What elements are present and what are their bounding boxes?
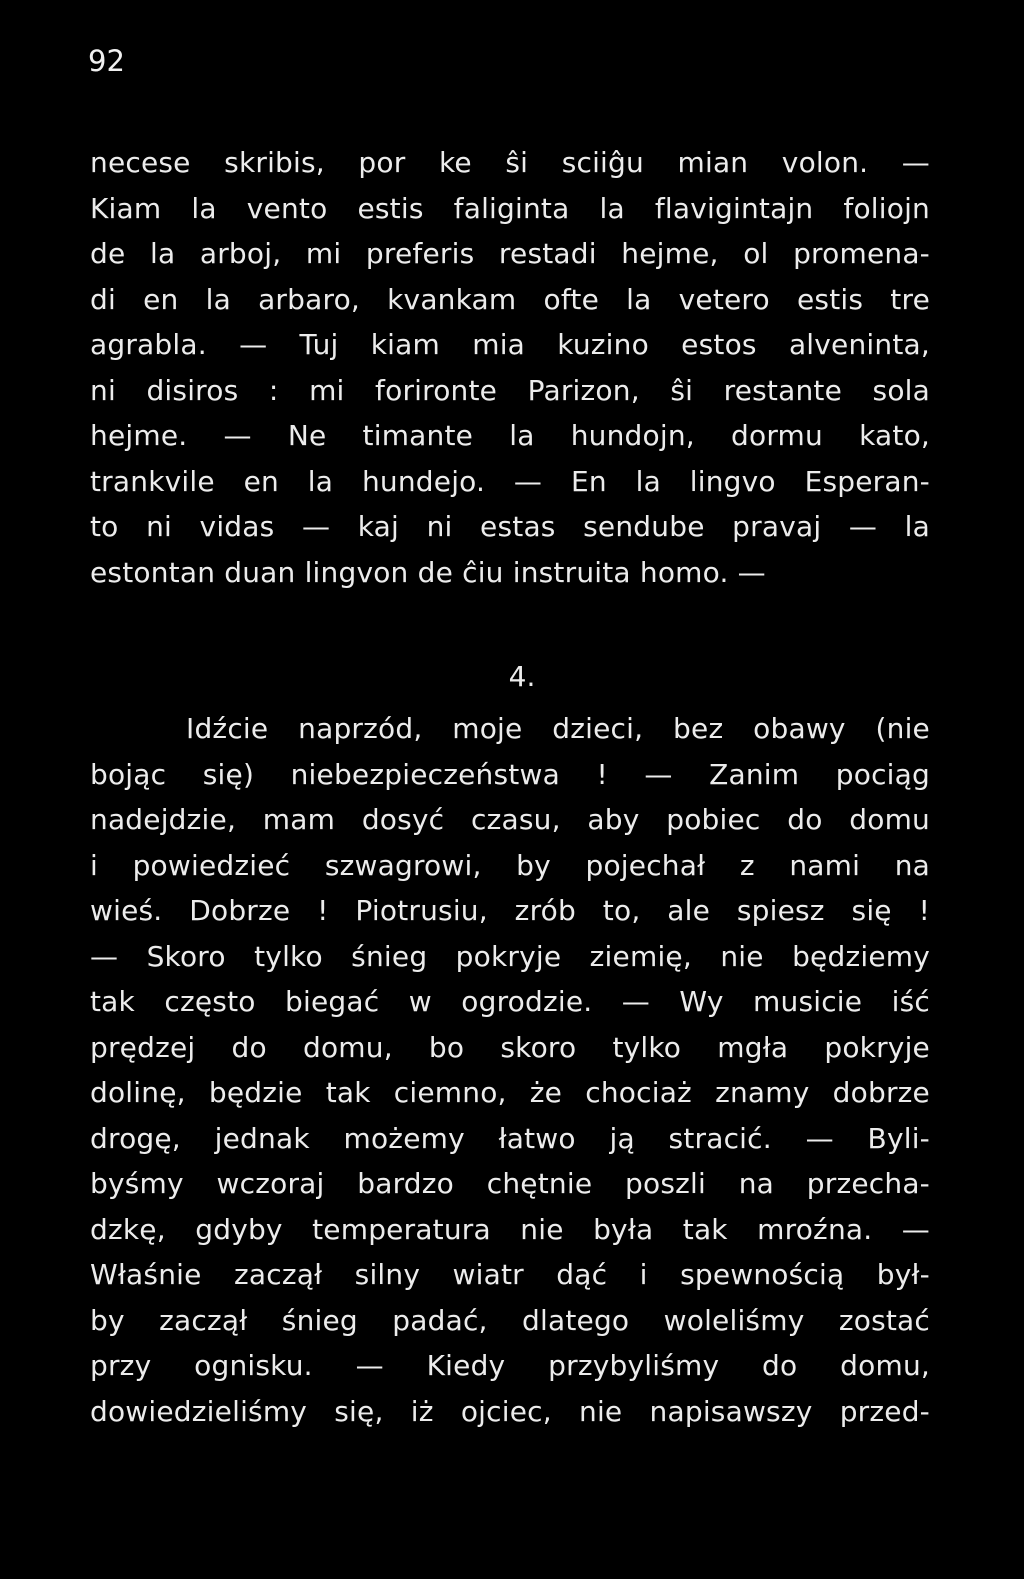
- text-line: drogę, jednak możemy łatwo ją stracić. — Byli-: [90, 1121, 930, 1155]
- text-line: estontan duan lingvon de ĉiu instruita homo. —: [90, 555, 766, 589]
- text-line: Kiam la vento estis faliginta la flavigintajn foliojn: [90, 191, 930, 225]
- text-line: agrabla. — Tuj kiam mia kuzino estos alveninta,: [90, 328, 930, 361]
- text-line: by zaczął śnieg padać, dlatego woleliśmy zostać: [90, 1303, 930, 1337]
- text-line: Idźcie naprzód, moje dzieci, bez obawy (nie: [186, 712, 930, 745]
- text-line: to ni vidas — kaj ni estas sendube pravaj — la: [90, 510, 930, 543]
- text-line: dolinę, będzie tak ciemno, że chociaż znamy dobrze: [90, 1076, 930, 1109]
- text-line: dzkę, gdyby temperatura nie była tak mroźna. —: [90, 1212, 930, 1246]
- esperanto-paragraph: [90, 140, 930, 595]
- text-line: ni disiros : mi forironte Parizon, ŝi restante sola: [90, 373, 930, 407]
- text-line: przy ognisku. — Kiedy przybyliśmy do domu,: [90, 1349, 930, 1382]
- text-line: hejme. — Ne timante la hundojn, dormu kato,: [90, 419, 930, 452]
- text-line: byśmy wczoraj bardzo chętnie poszli na przecha-: [90, 1167, 930, 1200]
- polish-paragraph: [90, 706, 930, 1434]
- text-line: bojąc się) niebezpieczeństwa ! — Zanim pociąg: [90, 757, 930, 791]
- text-line: de la arboj, mi preferis restadi hejme, ol promena-: [90, 237, 930, 270]
- text-line: wieś. Dobrze ! Piotrusiu, zrób to, ale spiesz się !: [90, 894, 930, 927]
- text-line: nadejdzie, mam dosyć czasu, aby pobiec do domu: [90, 803, 930, 836]
- text-line: necese skribis, por ke ŝi sciiĝu mian volon. —: [90, 146, 930, 179]
- text-line: trankvile en la hundejo. — En la lingvo Esperan-: [90, 464, 930, 498]
- text-line: i powiedzieć szwagrowi, by pojechał z nami na: [90, 848, 930, 882]
- text-line: tak często biegać w ogrodzie. — Wy musicie iść: [90, 985, 930, 1018]
- section-number: 4.: [508, 660, 536, 693]
- text-line: prędzej do domu, bo skoro tylko mgła pokryje: [90, 1030, 930, 1064]
- text-line: dowiedzieliśmy się, iż ojciec, nie napisawszy przed-: [90, 1394, 930, 1428]
- text-line: di en la arbaro, kvankam ofte la vetero estis tre: [90, 282, 930, 316]
- page-number: 92: [88, 44, 125, 78]
- text-line: — Skoro tylko śnieg pokryje ziemię, nie będziemy: [90, 939, 930, 973]
- text-line: Właśnie zaczął silny wiatr dąć i spewnością był-: [90, 1258, 930, 1291]
